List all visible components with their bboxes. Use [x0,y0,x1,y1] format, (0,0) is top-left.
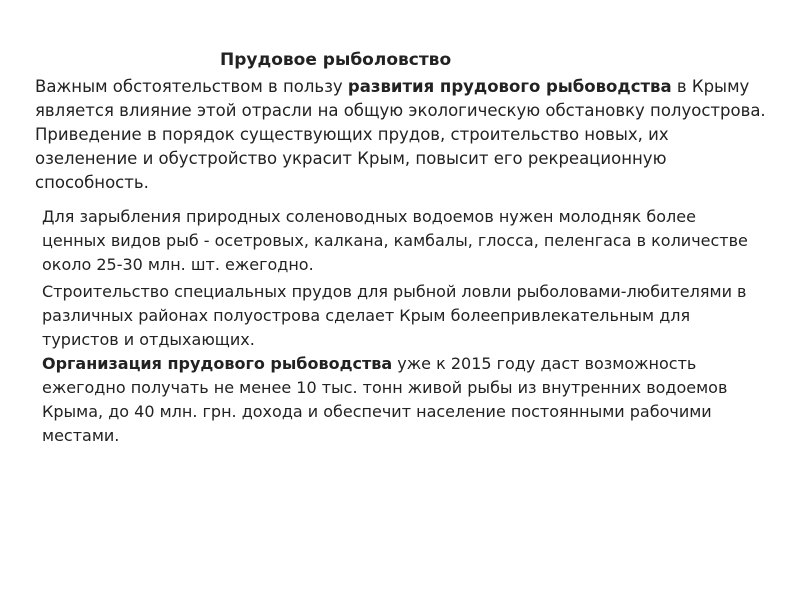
highlight-text: Организация прудового рыбоводства [42,354,393,373]
slide-title: Прудовое рыболовство [220,50,452,70]
paragraph-text: в Крыму является влияние этой отрасли на общую экологическую обстановку полуострова. Приведение в порядок существующих прудов, строительство новых, их озеленение и обустройство украсит Крым, повысит его рекреационную способность. [35,77,766,192]
paragraph-organization [42,352,762,448]
paragraph-stocking: Для зарыбления природных соленоводных водоемов нужен молодняк более ценных видов рыб - осетровых, калкана, камбалы, глосса, пеленгаса в количестве около 25-30 млн. шт. ежегодно. [42,207,748,274]
paragraph-text: Важным обстоятельством в пользу [35,77,348,96]
paragraph-tourism: Строительство специальных прудов для рыбной ловли рыболовами-любителями в различных районах полуострова сделает Крым болеепривлекательным для туристов и отдыхающих. [42,282,747,349]
highlight-text: развития прудового рыбоводства [347,77,672,96]
paragraph-ecology [35,75,775,195]
paragraph-text: уже к 2015 году даст возможность ежегодно получать не менее 10 тыс. тонн живой рыбы из внутренних водоемов Крыма, до 40 млн. грн. дохода и обеспечит население постоянными рабочими местами. [42,354,728,445]
